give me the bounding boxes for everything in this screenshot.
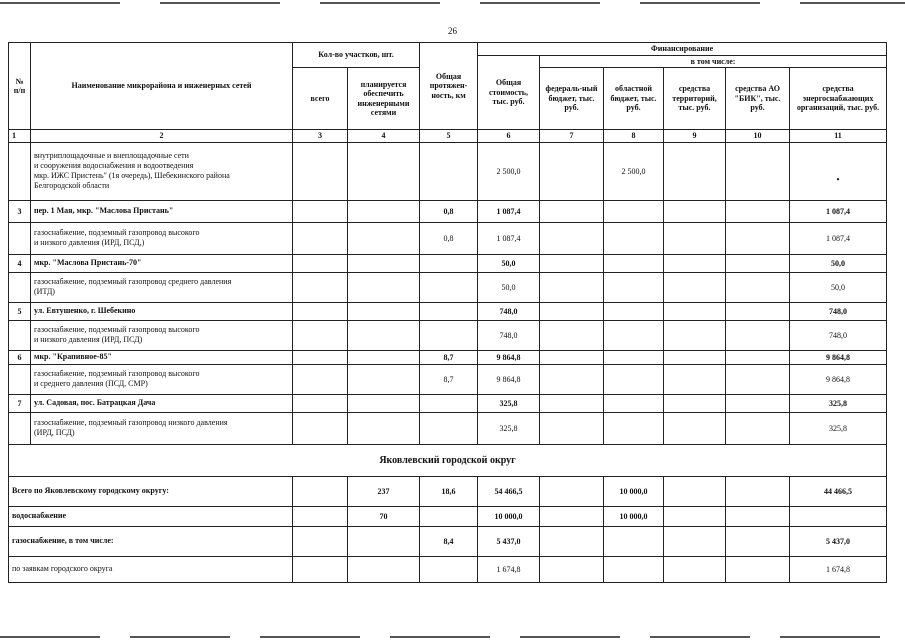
row-number: 7 <box>9 394 31 412</box>
row-name: газоснабжение, подземный газопровод высокого и низкого давления (ИРД, ПСД) <box>31 320 293 350</box>
energy-funds: • <box>790 142 887 200</box>
territory-funds <box>664 394 726 412</box>
total-cost: 5 437,0 <box>478 526 540 556</box>
sites-total <box>293 302 348 320</box>
total-row <box>9 556 887 582</box>
header-sites: Кол-во участков, шт. <box>293 43 420 68</box>
header-federal: федераль-ный бюджет, тыс. руб. <box>540 68 604 130</box>
header-no: № п/п <box>9 43 31 130</box>
sites-total <box>293 200 348 222</box>
bottom-scan-line <box>0 636 905 638</box>
federal-budget <box>540 200 604 222</box>
total-cost: 50,0 <box>478 272 540 302</box>
header-financing: Финансирование <box>478 43 887 56</box>
regional-budget <box>604 272 664 302</box>
regional-budget: 10 000,0 <box>604 476 664 506</box>
total-cost: 54 466,5 <box>478 476 540 506</box>
bik-funds <box>726 506 790 526</box>
federal-budget <box>540 350 604 364</box>
row-name: газоснабжение, подземный газопровод низкого давления (ИРД, ПСД) <box>31 412 293 444</box>
total-cost: 1 087,4 <box>478 200 540 222</box>
bik-funds <box>726 526 790 556</box>
header-length: Общая протяжен-ность, км <box>420 43 478 130</box>
energy-funds: 1 087,4 <box>790 222 887 254</box>
total-cost: 748,0 <box>478 302 540 320</box>
length-km: 8,7 <box>420 350 478 364</box>
regional-budget: 10 000,0 <box>604 506 664 526</box>
federal-budget <box>540 476 604 506</box>
column-number: 6 <box>478 130 540 143</box>
row-number <box>9 222 31 254</box>
column-number: 8 <box>604 130 664 143</box>
territory-funds <box>664 350 726 364</box>
federal-budget <box>540 556 604 582</box>
energy-funds: 50,0 <box>790 254 887 272</box>
territory-funds <box>664 476 726 506</box>
energy-funds: 325,8 <box>790 394 887 412</box>
table-row <box>9 320 887 350</box>
length-km: 8,4 <box>420 526 478 556</box>
sites-planned <box>348 142 420 200</box>
federal-budget <box>540 506 604 526</box>
header-total-cost: Общая стоимость, тыс. руб. <box>478 55 540 130</box>
header-territory: средства территорий, тыс. руб. <box>664 68 726 130</box>
federal-budget <box>540 320 604 350</box>
bik-funds <box>726 254 790 272</box>
table-row <box>9 394 887 412</box>
federal-budget <box>540 222 604 254</box>
bik-funds <box>726 320 790 350</box>
column-number: 11 <box>790 130 887 143</box>
sites-total <box>293 476 348 506</box>
column-number: 9 <box>664 130 726 143</box>
header-bik: средства АО "БИК", тыс. руб. <box>726 68 790 130</box>
energy-funds: 748,0 <box>790 302 887 320</box>
header-sites-total: всего <box>293 68 348 130</box>
regional-budget <box>604 364 664 394</box>
row-number: 3 <box>9 200 31 222</box>
bik-funds <box>726 272 790 302</box>
total-cost: 325,8 <box>478 412 540 444</box>
regional-budget <box>604 320 664 350</box>
regional-budget <box>604 254 664 272</box>
territory-funds <box>664 142 726 200</box>
territory-funds <box>664 412 726 444</box>
header-sites-planned: планируется обеспечить инженерными сетями <box>348 68 420 130</box>
territory-funds <box>664 302 726 320</box>
bik-funds <box>726 200 790 222</box>
row-name: газоснабжение, подземный газопровод высокого и низкого давления (ИРД, ПСД,) <box>31 222 293 254</box>
sites-total <box>293 254 348 272</box>
bik-funds <box>726 476 790 506</box>
length-km <box>420 556 478 582</box>
sites-planned <box>348 302 420 320</box>
federal-budget <box>540 394 604 412</box>
row-number: 5 <box>9 302 31 320</box>
sites-planned <box>348 412 420 444</box>
bik-funds <box>726 394 790 412</box>
column-number: 10 <box>726 130 790 143</box>
sites-total <box>293 526 348 556</box>
row-number <box>9 364 31 394</box>
sites-planned <box>348 200 420 222</box>
bik-funds <box>726 412 790 444</box>
sites-planned: 237 <box>348 476 420 506</box>
sites-planned <box>348 222 420 254</box>
energy-funds: 50,0 <box>790 272 887 302</box>
header-including: в том числе: <box>540 55 887 68</box>
total-row <box>9 526 887 556</box>
total-row-name: по заявкам городского округа <box>9 556 293 582</box>
header-regional: областной бюджет, тыс. руб. <box>604 68 664 130</box>
row-name: газоснабжение, подземный газопровод среднего давления (ИТД) <box>31 272 293 302</box>
federal-budget <box>540 272 604 302</box>
sites-total <box>293 506 348 526</box>
total-cost: 50,0 <box>478 254 540 272</box>
bik-funds <box>726 350 790 364</box>
column-number: 1 <box>9 130 31 143</box>
table-row <box>9 200 887 222</box>
page-number: 26 <box>448 26 457 36</box>
energy-funds: 9 864,8 <box>790 350 887 364</box>
financing-table <box>8 42 887 583</box>
sites-planned <box>348 364 420 394</box>
row-name: мкр. "Крапивное-85" <box>31 350 293 364</box>
sites-total <box>293 142 348 200</box>
sites-total <box>293 320 348 350</box>
total-cost: 2 500,0 <box>478 142 540 200</box>
table-row <box>9 254 887 272</box>
sites-planned <box>348 350 420 364</box>
sites-planned <box>348 394 420 412</box>
energy-funds <box>790 506 887 526</box>
sites-planned <box>348 254 420 272</box>
column-number: 2 <box>31 130 293 143</box>
column-number: 4 <box>348 130 420 143</box>
row-name: газоснабжение, подземный газопровод высокого и среднего давления (ПСД, СМР) <box>31 364 293 394</box>
sites-total <box>293 394 348 412</box>
table-row <box>9 272 887 302</box>
length-km <box>420 254 478 272</box>
sites-planned <box>348 526 420 556</box>
total-cost: 9 864,8 <box>478 364 540 394</box>
column-number: 7 <box>540 130 604 143</box>
row-name: ул. Евтушенко, г. Шебекино <box>31 302 293 320</box>
bik-funds <box>726 364 790 394</box>
row-number <box>9 142 31 200</box>
sites-total <box>293 412 348 444</box>
table-row <box>9 142 887 200</box>
header-energy: средства энергоснабжающих организаций, тыс. руб. <box>790 68 887 130</box>
length-km <box>420 506 478 526</box>
length-km: 0,8 <box>420 222 478 254</box>
federal-budget <box>540 302 604 320</box>
row-number <box>9 272 31 302</box>
sites-planned <box>348 272 420 302</box>
territory-funds <box>664 272 726 302</box>
total-row-name: газоснабжение, в том числе: <box>9 526 293 556</box>
bik-funds <box>726 302 790 320</box>
total-cost: 1 087,4 <box>478 222 540 254</box>
total-row-name: Всего по Яковлевскому городскому округу: <box>9 476 293 506</box>
bik-funds <box>726 556 790 582</box>
bik-funds <box>726 222 790 254</box>
total-row-name: водоснабжение <box>9 506 293 526</box>
row-name: внутриплощадочные и внеплощадочные сети и сооружения водоснабжения и водоотведения мкр. ИЖС Пристень" (1я очередь), Шебекинского района Белгородской области <box>31 142 293 200</box>
bik-funds <box>726 142 790 200</box>
total-cost: 10 000,0 <box>478 506 540 526</box>
length-km <box>420 302 478 320</box>
territory-funds <box>664 254 726 272</box>
row-number <box>9 320 31 350</box>
energy-funds: 5 437,0 <box>790 526 887 556</box>
header-name: Наименование микрорайона и инженерных сетей <box>31 43 293 130</box>
column-number-row <box>9 130 887 143</box>
federal-budget <box>540 526 604 556</box>
total-cost: 9 864,8 <box>478 350 540 364</box>
row-number: 4 <box>9 254 31 272</box>
regional-budget: 2 500,0 <box>604 142 664 200</box>
sites-planned <box>348 556 420 582</box>
federal-budget <box>540 142 604 200</box>
total-cost: 325,8 <box>478 394 540 412</box>
territory-funds <box>664 364 726 394</box>
energy-funds: 44 466,5 <box>790 476 887 506</box>
federal-budget <box>540 412 604 444</box>
total-cost: 748,0 <box>478 320 540 350</box>
energy-funds: 325,8 <box>790 412 887 444</box>
row-number: 6 <box>9 350 31 364</box>
length-km: 0,8 <box>420 200 478 222</box>
regional-budget <box>604 302 664 320</box>
sites-total <box>293 556 348 582</box>
federal-budget <box>540 364 604 394</box>
regional-budget <box>604 394 664 412</box>
regional-budget <box>604 222 664 254</box>
top-scan-line <box>0 2 905 4</box>
energy-funds: 1 674,8 <box>790 556 887 582</box>
length-km <box>420 142 478 200</box>
table-row <box>9 350 887 364</box>
federal-budget <box>540 254 604 272</box>
territory-funds <box>664 200 726 222</box>
column-number: 3 <box>293 130 348 143</box>
territory-funds <box>664 320 726 350</box>
table-row <box>9 302 887 320</box>
territory-funds <box>664 526 726 556</box>
total-cost: 1 674,8 <box>478 556 540 582</box>
energy-funds: 9 864,8 <box>790 364 887 394</box>
sites-total <box>293 350 348 364</box>
length-km: 18,6 <box>420 476 478 506</box>
regional-budget <box>604 526 664 556</box>
sites-planned <box>348 320 420 350</box>
total-row <box>9 506 887 526</box>
section-title: Яковлевский городской округ <box>9 444 887 476</box>
regional-budget <box>604 350 664 364</box>
row-number <box>9 412 31 444</box>
territory-funds <box>664 506 726 526</box>
sites-planned: 70 <box>348 506 420 526</box>
row-name: мкр. "Маслова Пристань-70" <box>31 254 293 272</box>
sites-total <box>293 364 348 394</box>
length-km <box>420 394 478 412</box>
regional-budget <box>604 412 664 444</box>
table-row <box>9 222 887 254</box>
table-row <box>9 364 887 394</box>
row-name: пер. 1 Мая, мкр. "Маслова Пристань" <box>31 200 293 222</box>
length-km <box>420 272 478 302</box>
energy-funds: 1 087,4 <box>790 200 887 222</box>
column-number: 5 <box>420 130 478 143</box>
length-km: 8,7 <box>420 364 478 394</box>
total-row <box>9 476 887 506</box>
table-row <box>9 412 887 444</box>
length-km <box>420 412 478 444</box>
territory-funds <box>664 222 726 254</box>
row-name: ул. Садовая, пос. Батрацкая Дача <box>31 394 293 412</box>
length-km <box>420 320 478 350</box>
territory-funds <box>664 556 726 582</box>
regional-budget <box>604 200 664 222</box>
energy-funds: 748,0 <box>790 320 887 350</box>
sites-total <box>293 222 348 254</box>
regional-budget <box>604 556 664 582</box>
sites-total <box>293 272 348 302</box>
